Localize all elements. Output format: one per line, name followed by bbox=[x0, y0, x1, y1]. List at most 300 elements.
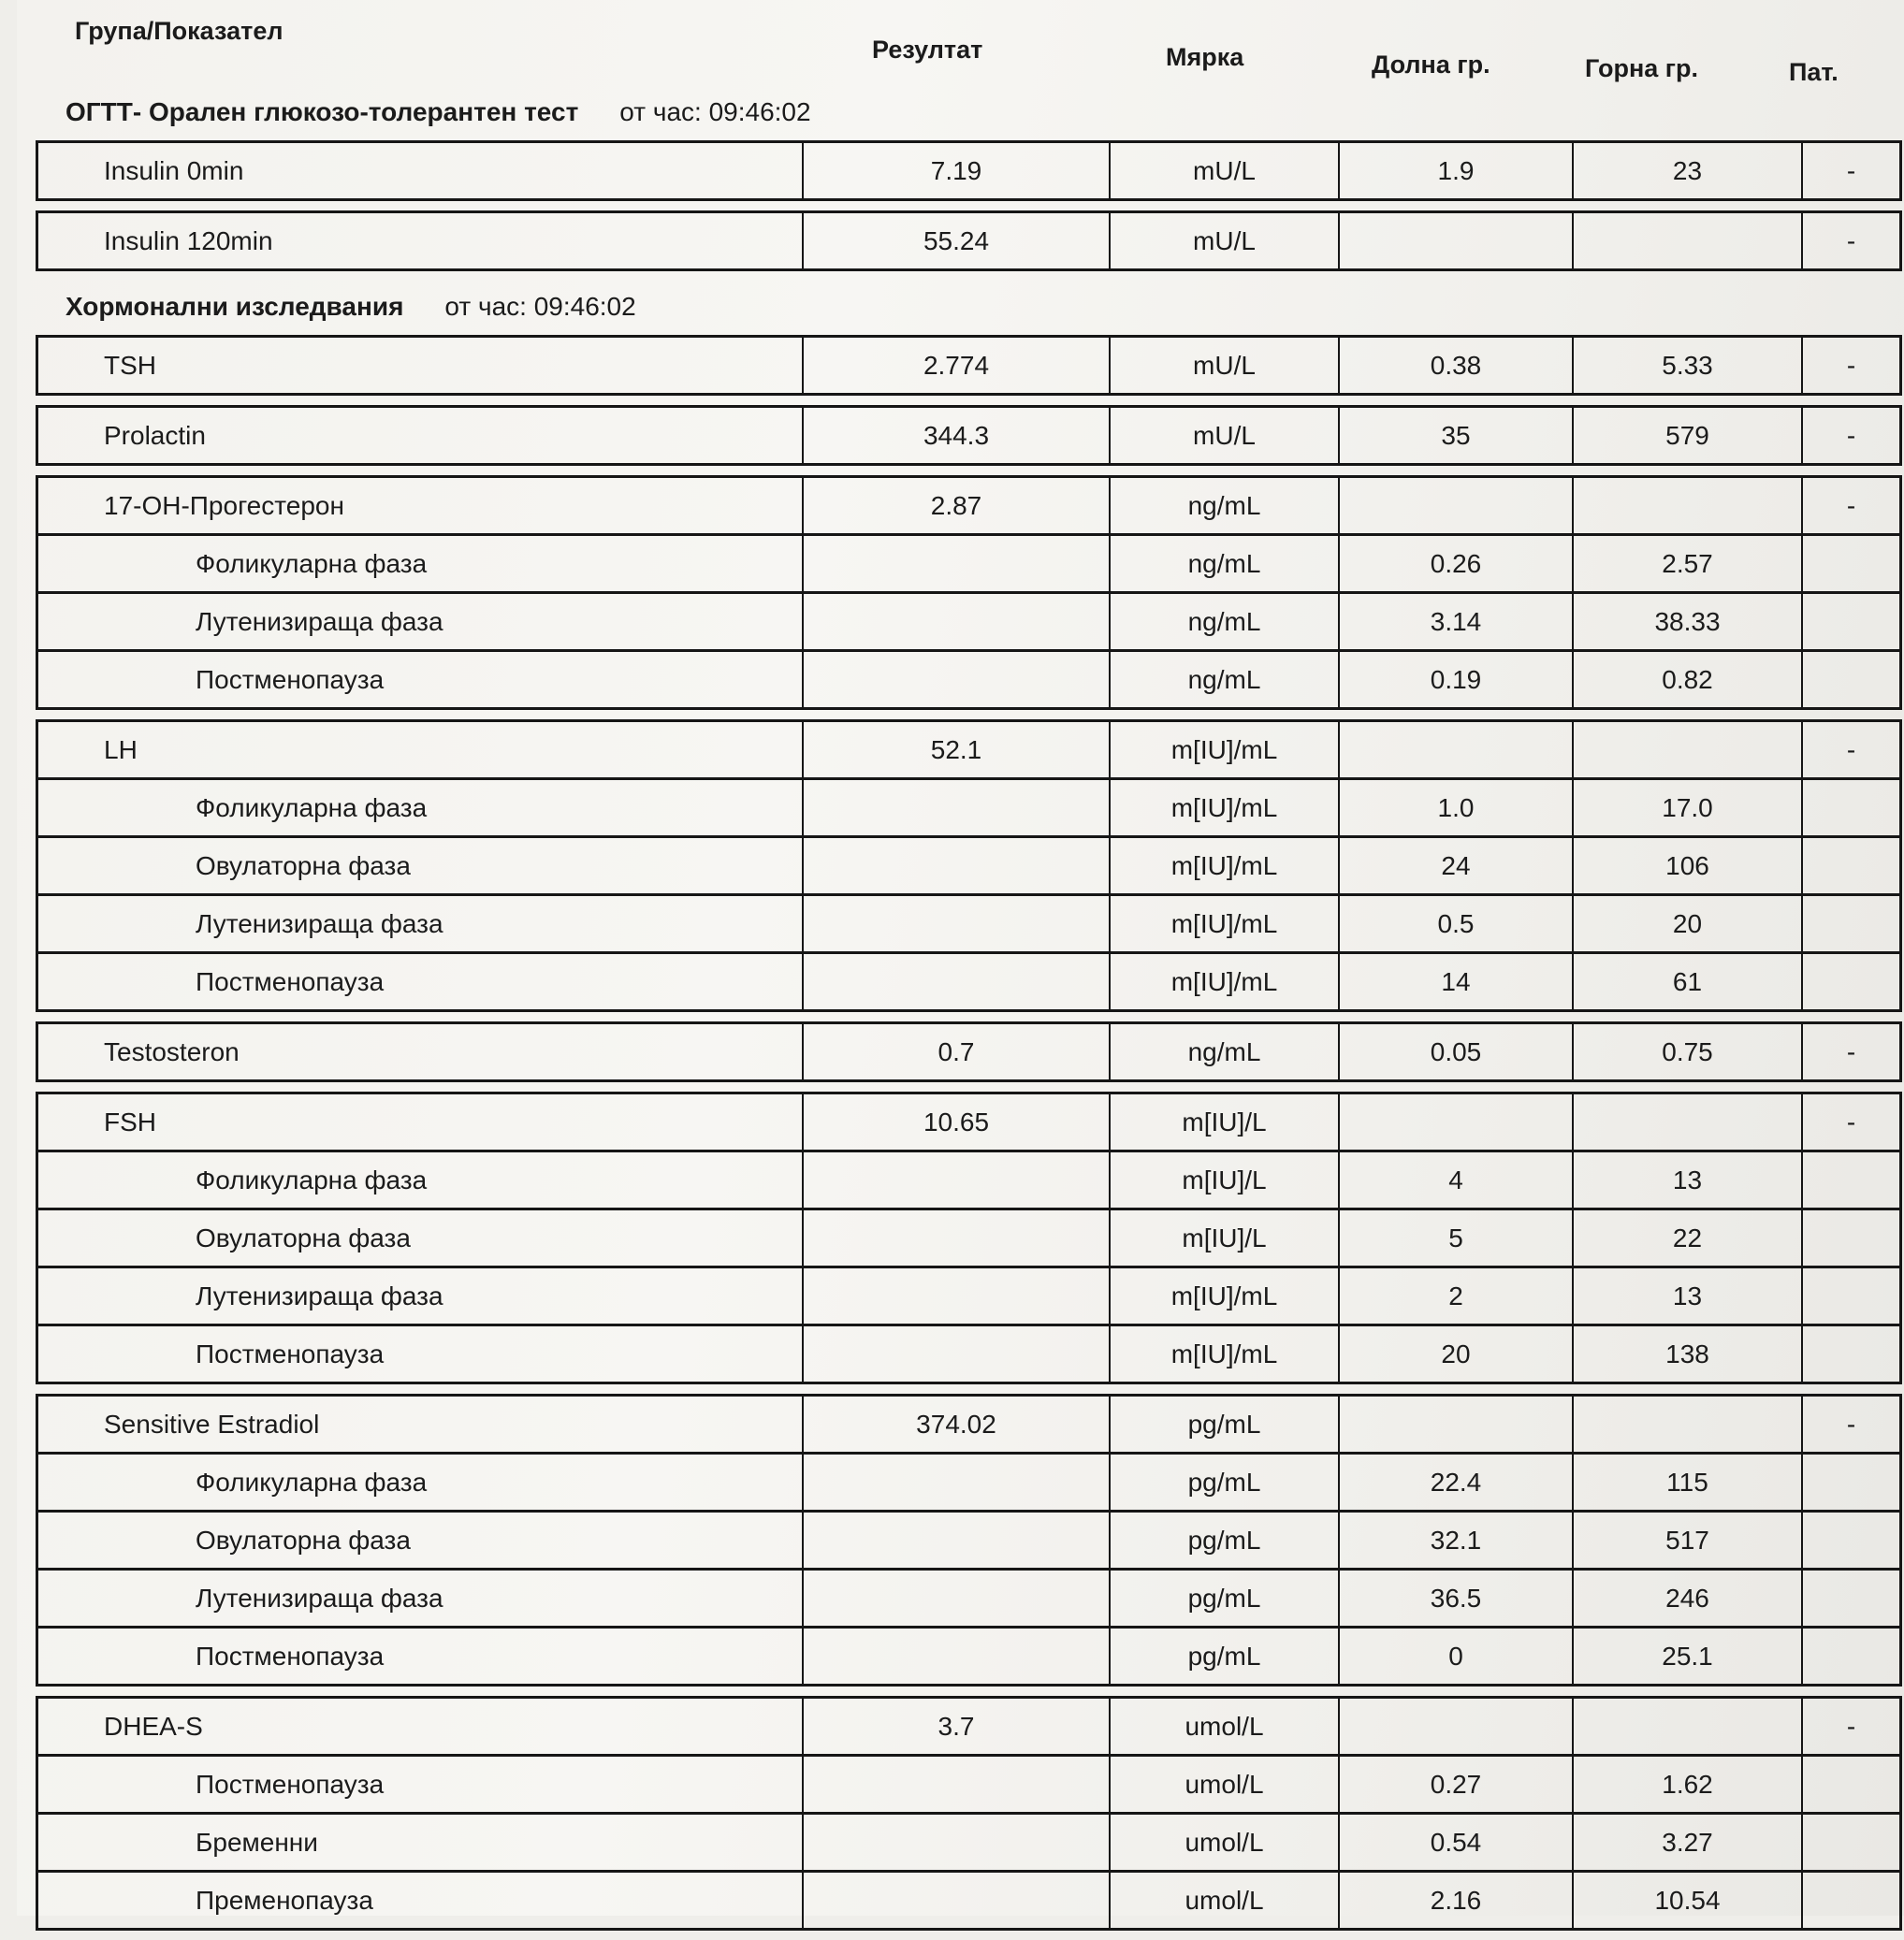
unit-value: pg/mL bbox=[1187, 1583, 1261, 1613]
unit-value-cell bbox=[1109, 1815, 1338, 1870]
table-row bbox=[38, 338, 1899, 393]
test-name-cell bbox=[38, 1094, 802, 1150]
test-name-cell bbox=[38, 1152, 802, 1208]
upper-limit-cell bbox=[1572, 1210, 1801, 1266]
lower-limit-cell bbox=[1338, 408, 1572, 463]
lower-limit: 2 bbox=[1448, 1281, 1463, 1310]
lower-limit-cell bbox=[1338, 1513, 1572, 1568]
test-name-cell bbox=[38, 536, 802, 591]
test-name: Insulin 0min bbox=[104, 155, 244, 185]
lower-limit: 1.0 bbox=[1437, 792, 1475, 822]
lower-limit-cell bbox=[1338, 1024, 1572, 1079]
upper-limit: 25.1 bbox=[1662, 1641, 1713, 1671]
test-name: Лутенизираща фаза bbox=[196, 908, 443, 938]
pathology-flag-cell bbox=[1801, 408, 1899, 463]
test-name: Лутенизираща фаза bbox=[196, 1583, 443, 1613]
result-group bbox=[36, 140, 1902, 201]
result-value-cell bbox=[802, 213, 1109, 268]
unit-value: m[IU]/L bbox=[1182, 1223, 1267, 1252]
upper-limit-cell bbox=[1572, 1873, 1801, 1928]
test-name-cell bbox=[38, 1513, 802, 1568]
test-name: DHEA-S bbox=[104, 1711, 203, 1741]
lower-limit: 2.16 bbox=[1430, 1885, 1482, 1915]
upper-limit: 10.54 bbox=[1654, 1885, 1721, 1915]
pathology-flag-cell bbox=[1801, 838, 1899, 893]
lower-limit: 0.19 bbox=[1430, 664, 1482, 694]
upper-limit-cell bbox=[1572, 408, 1801, 463]
unit-value: m[IU]/L bbox=[1182, 1165, 1267, 1194]
test-name: Постменопауза bbox=[196, 1769, 385, 1799]
result-value-cell bbox=[802, 1024, 1109, 1079]
upper-limit: 38.33 bbox=[1654, 606, 1721, 636]
result-value-cell bbox=[802, 1210, 1109, 1266]
upper-limit-cell bbox=[1572, 1094, 1801, 1150]
lower-limit: 1.9 bbox=[1437, 155, 1475, 185]
result-value-cell bbox=[802, 408, 1109, 463]
lower-limit-cell bbox=[1338, 1397, 1572, 1452]
upper-limit-cell bbox=[1572, 536, 1801, 591]
column-header-row bbox=[17, 0, 1904, 103]
upper-limit: 0.75 bbox=[1662, 1036, 1713, 1066]
pathology-flag-cell bbox=[1801, 780, 1899, 835]
test-name: Постменопауза bbox=[196, 1339, 385, 1368]
header-low: Долна гр. bbox=[1372, 51, 1490, 79]
lower-limit-cell bbox=[1338, 478, 1572, 533]
result-value: 344.3 bbox=[923, 420, 990, 450]
lower-limit: 0.05 bbox=[1430, 1036, 1482, 1066]
test-name: Фоликуларна фаза bbox=[196, 1165, 428, 1194]
upper-limit: 5.33 bbox=[1662, 350, 1713, 380]
pathology-flag-cell bbox=[1801, 1024, 1899, 1079]
upper-limit: 20 bbox=[1672, 908, 1703, 938]
upper-limit-cell bbox=[1572, 1757, 1801, 1812]
unit-value-cell bbox=[1109, 1210, 1338, 1266]
lower-limit-cell bbox=[1338, 1210, 1572, 1266]
upper-limit-cell bbox=[1572, 780, 1801, 835]
lower-limit-cell bbox=[1338, 1873, 1572, 1928]
upper-limit: 13 bbox=[1672, 1281, 1703, 1310]
upper-limit: 23 bbox=[1672, 155, 1703, 185]
test-name: Лутенизираща фаза bbox=[196, 606, 443, 636]
test-name-cell bbox=[38, 213, 802, 268]
pathology-flag-cell bbox=[1801, 896, 1899, 951]
test-name: Постменопауза bbox=[196, 664, 385, 694]
header-pat: Пат. bbox=[1789, 58, 1839, 86]
unit-value: m[IU]/L bbox=[1182, 1107, 1267, 1136]
pathology-flag-cell bbox=[1801, 1326, 1899, 1382]
unit-value: mU/L bbox=[1193, 155, 1256, 185]
lower-limit: 0.26 bbox=[1430, 548, 1482, 578]
subrange-row bbox=[38, 1208, 1899, 1266]
result-value-cell bbox=[802, 722, 1109, 777]
upper-limit: 3.27 bbox=[1662, 1827, 1713, 1857]
test-name-cell bbox=[38, 1397, 802, 1452]
upper-limit-cell bbox=[1572, 1699, 1801, 1754]
unit-value: m[IU]/mL bbox=[1170, 734, 1278, 764]
unit-value-cell bbox=[1109, 1513, 1338, 1568]
result-value-cell bbox=[802, 143, 1109, 198]
unit-value-cell bbox=[1109, 652, 1338, 707]
table-row bbox=[38, 1024, 1899, 1079]
lower-limit-cell bbox=[1338, 594, 1572, 649]
unit-value: pg/mL bbox=[1187, 1641, 1261, 1671]
test-name: LH bbox=[104, 734, 138, 764]
unit-value: ng/mL bbox=[1187, 490, 1261, 520]
test-name-cell bbox=[38, 1326, 802, 1382]
unit-value-cell bbox=[1109, 536, 1338, 591]
lower-limit-cell bbox=[1338, 1571, 1572, 1626]
upper-limit-cell bbox=[1572, 896, 1801, 951]
unit-value-cell bbox=[1109, 408, 1338, 463]
test-name: Овулаторна фаза bbox=[196, 1525, 411, 1555]
lower-limit-cell bbox=[1338, 1757, 1572, 1812]
subrange-row bbox=[38, 835, 1899, 893]
unit-value: mU/L bbox=[1193, 225, 1256, 255]
pathology-flag-cell bbox=[1801, 722, 1899, 777]
unit-value: ng/mL bbox=[1187, 606, 1261, 636]
subrange-row bbox=[38, 1568, 1899, 1626]
results-table-hormones bbox=[36, 335, 1902, 1940]
lower-limit: 0 bbox=[1448, 1641, 1463, 1671]
test-name-cell bbox=[38, 143, 802, 198]
result-value-cell bbox=[802, 652, 1109, 707]
upper-limit-cell bbox=[1572, 213, 1801, 268]
upper-limit-cell bbox=[1572, 954, 1801, 1009]
upper-limit: 517 bbox=[1665, 1525, 1709, 1555]
subrange-row bbox=[38, 1870, 1899, 1928]
result-value-cell bbox=[802, 1326, 1109, 1382]
lower-limit: 20 bbox=[1441, 1339, 1471, 1368]
pathology-flag-cell bbox=[1801, 1455, 1899, 1510]
upper-limit-cell bbox=[1572, 1455, 1801, 1510]
unit-value-cell bbox=[1109, 1152, 1338, 1208]
result-value-cell bbox=[802, 1757, 1109, 1812]
unit-value-cell bbox=[1109, 338, 1338, 393]
test-name-cell bbox=[38, 652, 802, 707]
unit-value-cell bbox=[1109, 1571, 1338, 1626]
pathology-flag-cell bbox=[1801, 478, 1899, 533]
table-row bbox=[38, 1699, 1899, 1754]
lab-report-sheet bbox=[17, 0, 1904, 1916]
test-name-cell bbox=[38, 1815, 802, 1870]
result-value-cell bbox=[802, 478, 1109, 533]
unit-value: umol/L bbox=[1185, 1827, 1264, 1857]
subrange-row bbox=[38, 649, 1899, 707]
upper-limit-cell bbox=[1572, 1326, 1801, 1382]
result-group bbox=[36, 405, 1902, 466]
test-name-cell bbox=[38, 338, 802, 393]
lower-limit-cell bbox=[1338, 722, 1572, 777]
test-name: Фоликуларна фаза bbox=[196, 792, 428, 822]
test-name-cell bbox=[38, 896, 802, 951]
lower-limit-cell bbox=[1338, 652, 1572, 707]
result-value-cell bbox=[802, 1699, 1109, 1754]
unit-value: umol/L bbox=[1185, 1769, 1264, 1799]
table-row bbox=[38, 143, 1899, 198]
subrange-row bbox=[38, 951, 1899, 1009]
test-name-cell bbox=[38, 1455, 802, 1510]
subrange-row bbox=[38, 1324, 1899, 1382]
header-result: Резултат bbox=[872, 36, 983, 64]
pathology-flag-cell bbox=[1801, 1397, 1899, 1452]
lower-limit: 0.5 bbox=[1437, 908, 1475, 938]
result-value: 52.1 bbox=[930, 734, 982, 764]
result-value-cell bbox=[802, 594, 1109, 649]
subrange-row bbox=[38, 893, 1899, 951]
lower-limit: 0.27 bbox=[1430, 1769, 1482, 1799]
pathology-flag-cell bbox=[1801, 1571, 1899, 1626]
section-time: от час: 09:46:02 bbox=[619, 97, 811, 126]
lower-limit: 22.4 bbox=[1430, 1467, 1482, 1497]
result-group bbox=[36, 335, 1902, 396]
result-group bbox=[36, 1696, 1902, 1931]
lower-limit: 4 bbox=[1448, 1165, 1463, 1194]
section-title-hormones bbox=[65, 292, 636, 322]
unit-value-cell bbox=[1109, 1455, 1338, 1510]
unit-value-cell bbox=[1109, 1629, 1338, 1684]
result-value-cell bbox=[802, 1873, 1109, 1928]
lower-limit: 24 bbox=[1441, 850, 1471, 880]
lower-limit-cell bbox=[1338, 143, 1572, 198]
unit-value: mU/L bbox=[1193, 350, 1256, 380]
pathology-flag-cell bbox=[1801, 954, 1899, 1009]
lower-limit-cell bbox=[1338, 1455, 1572, 1510]
pathology-flag-cell bbox=[1801, 652, 1899, 707]
section-title-text: ОГТТ- Орален глюкозо-толерантен тест bbox=[65, 97, 579, 126]
result-value: 2.87 bbox=[930, 490, 982, 520]
lower-limit-cell bbox=[1338, 1326, 1572, 1382]
upper-limit: 2.57 bbox=[1662, 548, 1713, 578]
pathology-flag-cell bbox=[1801, 1699, 1899, 1754]
unit-value: umol/L bbox=[1185, 1711, 1264, 1741]
unit-value: m[IU]/mL bbox=[1170, 792, 1278, 822]
upper-limit-cell bbox=[1572, 1571, 1801, 1626]
result-value-cell bbox=[802, 1513, 1109, 1568]
lower-limit: 5 bbox=[1448, 1223, 1463, 1252]
subrange-row bbox=[38, 1812, 1899, 1870]
result-value: 7.19 bbox=[930, 155, 982, 185]
pathology-flag: - bbox=[1846, 1036, 1856, 1066]
lower-limit-cell bbox=[1338, 954, 1572, 1009]
unit-value-cell bbox=[1109, 1757, 1338, 1812]
test-name: Insulin 120min bbox=[104, 225, 273, 255]
test-name-cell bbox=[38, 1571, 802, 1626]
table-row bbox=[38, 408, 1899, 463]
subrange-row bbox=[38, 1452, 1899, 1510]
upper-limit: 17.0 bbox=[1662, 792, 1713, 822]
result-value-cell bbox=[802, 1629, 1109, 1684]
subrange-row bbox=[38, 1510, 1899, 1568]
pathology-flag-cell bbox=[1801, 1210, 1899, 1266]
results-table-ogtt bbox=[36, 140, 1902, 281]
unit-value-cell bbox=[1109, 1094, 1338, 1150]
unit-value-cell bbox=[1109, 213, 1338, 268]
subrange-row bbox=[38, 777, 1899, 835]
upper-limit-cell bbox=[1572, 1397, 1801, 1452]
pathology-flag-cell bbox=[1801, 338, 1899, 393]
pathology-flag-cell bbox=[1801, 1757, 1899, 1812]
pathology-flag: - bbox=[1846, 350, 1856, 380]
unit-value: m[IU]/mL bbox=[1170, 1281, 1278, 1310]
unit-value: m[IU]/mL bbox=[1170, 966, 1278, 996]
pathology-flag-cell bbox=[1801, 1268, 1899, 1324]
upper-limit: 0.82 bbox=[1662, 664, 1713, 694]
unit-value-cell bbox=[1109, 1699, 1338, 1754]
upper-limit-cell bbox=[1572, 143, 1801, 198]
subrange-row bbox=[38, 591, 1899, 649]
unit-value-cell bbox=[1109, 478, 1338, 533]
test-name-cell bbox=[38, 1757, 802, 1812]
result-value-cell bbox=[802, 1815, 1109, 1870]
result-value-cell bbox=[802, 1397, 1109, 1452]
upper-limit: 246 bbox=[1665, 1583, 1709, 1613]
upper-limit: 22 bbox=[1672, 1223, 1703, 1252]
test-name: Фоликуларна фаза bbox=[196, 1467, 428, 1497]
test-name: Лутенизираща фаза bbox=[196, 1281, 443, 1310]
upper-limit-cell bbox=[1572, 652, 1801, 707]
test-name-cell bbox=[38, 478, 802, 533]
lower-limit-cell bbox=[1338, 213, 1572, 268]
test-name-cell bbox=[38, 780, 802, 835]
test-name: Sensitive Estradiol bbox=[104, 1409, 320, 1439]
test-name: TSH bbox=[104, 350, 156, 380]
unit-value: pg/mL bbox=[1187, 1409, 1261, 1439]
lower-limit-cell bbox=[1338, 536, 1572, 591]
pathology-flag-cell bbox=[1801, 594, 1899, 649]
upper-limit: 106 bbox=[1665, 850, 1709, 880]
lower-limit: 14 bbox=[1441, 966, 1471, 996]
pathology-flag: - bbox=[1846, 1107, 1856, 1136]
lower-limit-cell bbox=[1338, 1152, 1572, 1208]
result-value-cell bbox=[802, 896, 1109, 951]
unit-value: ng/mL bbox=[1187, 1036, 1261, 1066]
pathology-flag: - bbox=[1846, 155, 1856, 185]
pathology-flag-cell bbox=[1801, 536, 1899, 591]
test-name-cell bbox=[38, 1210, 802, 1266]
pathology-flag: - bbox=[1846, 225, 1856, 255]
unit-value: m[IU]/mL bbox=[1170, 908, 1278, 938]
result-value-cell bbox=[802, 954, 1109, 1009]
unit-value-cell bbox=[1109, 780, 1338, 835]
lower-limit-cell bbox=[1338, 1268, 1572, 1324]
table-row bbox=[38, 1094, 1899, 1150]
section-title-ogtt bbox=[65, 97, 811, 127]
upper-limit-cell bbox=[1572, 1024, 1801, 1079]
result-value-cell bbox=[802, 780, 1109, 835]
result-group bbox=[36, 1092, 1902, 1384]
result-value-cell bbox=[802, 1571, 1109, 1626]
unit-value-cell bbox=[1109, 1268, 1338, 1324]
test-name-cell bbox=[38, 954, 802, 1009]
test-name: Овулаторна фаза bbox=[196, 1223, 411, 1252]
unit-value-cell bbox=[1109, 1024, 1338, 1079]
test-name-cell bbox=[38, 408, 802, 463]
subrange-row bbox=[38, 1150, 1899, 1208]
section-title-text: Хормонални изследвания bbox=[65, 292, 404, 321]
subrange-row bbox=[38, 1754, 1899, 1812]
lower-limit-cell bbox=[1338, 1629, 1572, 1684]
test-name-cell bbox=[38, 1268, 802, 1324]
table-row bbox=[38, 1397, 1899, 1452]
test-name: Testosteron bbox=[104, 1036, 240, 1066]
table-row bbox=[38, 478, 1899, 533]
lower-limit: 3.14 bbox=[1430, 606, 1482, 636]
section-time: от час: 09:46:02 bbox=[444, 292, 636, 321]
table-row bbox=[38, 722, 1899, 777]
upper-limit-cell bbox=[1572, 594, 1801, 649]
result-value: 55.24 bbox=[923, 225, 990, 255]
upper-limit: 579 bbox=[1665, 420, 1709, 450]
pathology-flag-cell bbox=[1801, 1152, 1899, 1208]
test-name-cell bbox=[38, 594, 802, 649]
result-value-cell bbox=[802, 1455, 1109, 1510]
upper-limit-cell bbox=[1572, 838, 1801, 893]
upper-limit-cell bbox=[1572, 1513, 1801, 1568]
unit-value: ng/mL bbox=[1187, 664, 1261, 694]
test-name: FSH bbox=[104, 1107, 156, 1136]
subrange-row bbox=[38, 1266, 1899, 1324]
result-value-cell bbox=[802, 536, 1109, 591]
lower-limit-cell bbox=[1338, 896, 1572, 951]
pathology-flag-cell bbox=[1801, 1815, 1899, 1870]
upper-limit: 138 bbox=[1665, 1339, 1709, 1368]
result-value: 10.65 bbox=[923, 1107, 990, 1136]
upper-limit: 61 bbox=[1672, 966, 1703, 996]
lower-limit-cell bbox=[1338, 1094, 1572, 1150]
pathology-flag: - bbox=[1846, 490, 1856, 520]
test-name: Фоликуларна фаза bbox=[196, 548, 428, 578]
upper-limit-cell bbox=[1572, 1629, 1801, 1684]
upper-limit-cell bbox=[1572, 338, 1801, 393]
result-value: 3.7 bbox=[937, 1711, 975, 1741]
test-name-cell bbox=[38, 1873, 802, 1928]
unit-value-cell bbox=[1109, 838, 1338, 893]
header-unit: Мярка bbox=[1166, 43, 1244, 71]
result-value: 2.774 bbox=[923, 350, 990, 380]
unit-value-cell bbox=[1109, 896, 1338, 951]
lower-limit: 35 bbox=[1441, 420, 1471, 450]
unit-value-cell bbox=[1109, 722, 1338, 777]
result-group bbox=[36, 210, 1902, 271]
pathology-flag-cell bbox=[1801, 1094, 1899, 1150]
pathology-flag: - bbox=[1846, 1409, 1856, 1439]
pathology-flag-cell bbox=[1801, 1629, 1899, 1684]
pathology-flag-cell bbox=[1801, 143, 1899, 198]
result-value-cell bbox=[802, 1094, 1109, 1150]
unit-value: mU/L bbox=[1193, 420, 1256, 450]
lower-limit: 32.1 bbox=[1430, 1525, 1482, 1555]
upper-limit-cell bbox=[1572, 478, 1801, 533]
subrange-row bbox=[38, 1626, 1899, 1684]
unit-value-cell bbox=[1109, 594, 1338, 649]
header-high: Горна гр. bbox=[1585, 54, 1699, 82]
pathology-flag-cell bbox=[1801, 1513, 1899, 1568]
result-value-cell bbox=[802, 1152, 1109, 1208]
unit-value-cell bbox=[1109, 954, 1338, 1009]
test-name-cell bbox=[38, 1024, 802, 1079]
upper-limit-cell bbox=[1572, 1815, 1801, 1870]
pathology-flag: - bbox=[1846, 734, 1856, 764]
pathology-flag-cell bbox=[1801, 1873, 1899, 1928]
test-name: 17-ОН-Прогестерон bbox=[104, 490, 344, 520]
test-name-cell bbox=[38, 838, 802, 893]
test-name: Prolactin bbox=[104, 420, 206, 450]
unit-value-cell bbox=[1109, 143, 1338, 198]
test-name: Пременопауза bbox=[196, 1885, 373, 1915]
unit-value: umol/L bbox=[1185, 1885, 1264, 1915]
lower-limit-cell bbox=[1338, 338, 1572, 393]
test-name-cell bbox=[38, 1629, 802, 1684]
